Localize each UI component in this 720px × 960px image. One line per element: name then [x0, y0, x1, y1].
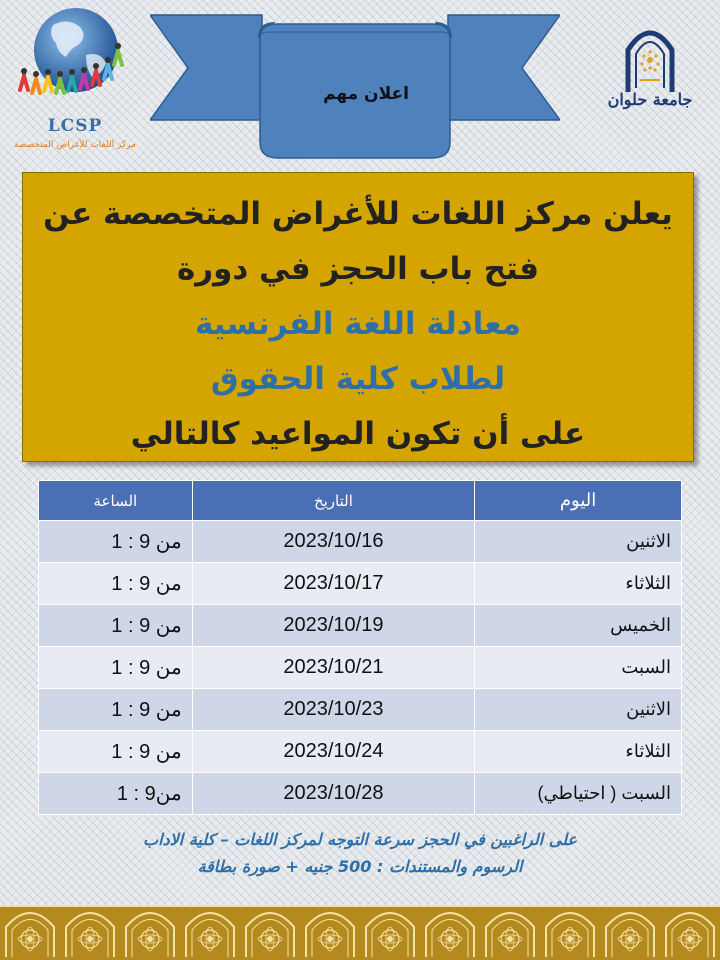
bottom-ornament-strip	[0, 905, 720, 960]
row-day: الاثنين	[475, 521, 682, 563]
row-time: من 9 : 1	[39, 605, 193, 647]
table-row	[39, 605, 682, 647]
row-date: 2023/10/28	[192, 773, 474, 815]
row-time: من 9 : 1	[39, 689, 193, 731]
announcement-target-students: لطلاب كلية الحقوق	[210, 361, 506, 397]
row-time: من 9 : 1	[39, 731, 193, 773]
row-date: 2023/10/23	[192, 689, 474, 731]
schedule-table	[38, 480, 682, 815]
row-date: 2023/10/19	[192, 605, 474, 647]
row-date: 2023/10/17	[192, 563, 474, 605]
row-time: من 9 : 1	[39, 647, 193, 689]
lcsp-acronym: LCSP	[47, 116, 103, 136]
table-row	[39, 521, 682, 563]
row-day: الخميس	[475, 605, 682, 647]
table-header-row	[39, 481, 682, 521]
lcsp-globe-logo	[8, 5, 133, 115]
announcement-course-name: معادلة اللغة الفرنسية	[195, 306, 521, 342]
booking-note: على الراغبين في الحجز سرعة التوجه لمركز اللغات – كلية الاداب	[143, 830, 577, 849]
announcement-line-2: فتح باب الحجز في دورة	[176, 251, 540, 287]
fees-note: الرسوم والمستندات : 500 جنيه + صورة بطاقة	[197, 857, 523, 876]
announcement-line-5: على أن تكون المواعيد كالتالي	[130, 416, 586, 452]
header-day: اليوم	[475, 481, 682, 521]
row-time: من 9 : 1	[39, 521, 193, 563]
helwan-university-name: جامعة حلوان	[607, 90, 693, 109]
row-date: 2023/10/24	[192, 731, 474, 773]
table-row	[39, 689, 682, 731]
announcement-box	[22, 172, 694, 462]
table-row	[39, 647, 682, 689]
row-time: من 9 : 1	[39, 563, 193, 605]
row-day: الاثنين	[475, 689, 682, 731]
table-row	[39, 731, 682, 773]
row-date: 2023/10/16	[192, 521, 474, 563]
banner-title: اعلان مهم	[323, 84, 409, 104]
helwan-university-logo	[600, 20, 700, 125]
row-day: الثلاثاء	[475, 731, 682, 773]
header-date: التاريخ	[192, 481, 474, 521]
table-row	[39, 563, 682, 605]
row-day: السبت	[475, 647, 682, 689]
row-day: الثلاثاء	[475, 563, 682, 605]
row-date: 2023/10/21	[192, 647, 474, 689]
announcement-line-1: يعلن مركز اللغات للأغراض المتخصصة عن	[43, 196, 673, 232]
table-row	[39, 773, 682, 815]
lcsp-subtitle: مركز اللغات للأغراض المتخصصة	[14, 140, 136, 150]
header-time: الساعة	[39, 481, 193, 521]
row-day: السبت ( احتياطي)	[475, 773, 682, 815]
row-time: من9 : 1	[39, 773, 193, 815]
